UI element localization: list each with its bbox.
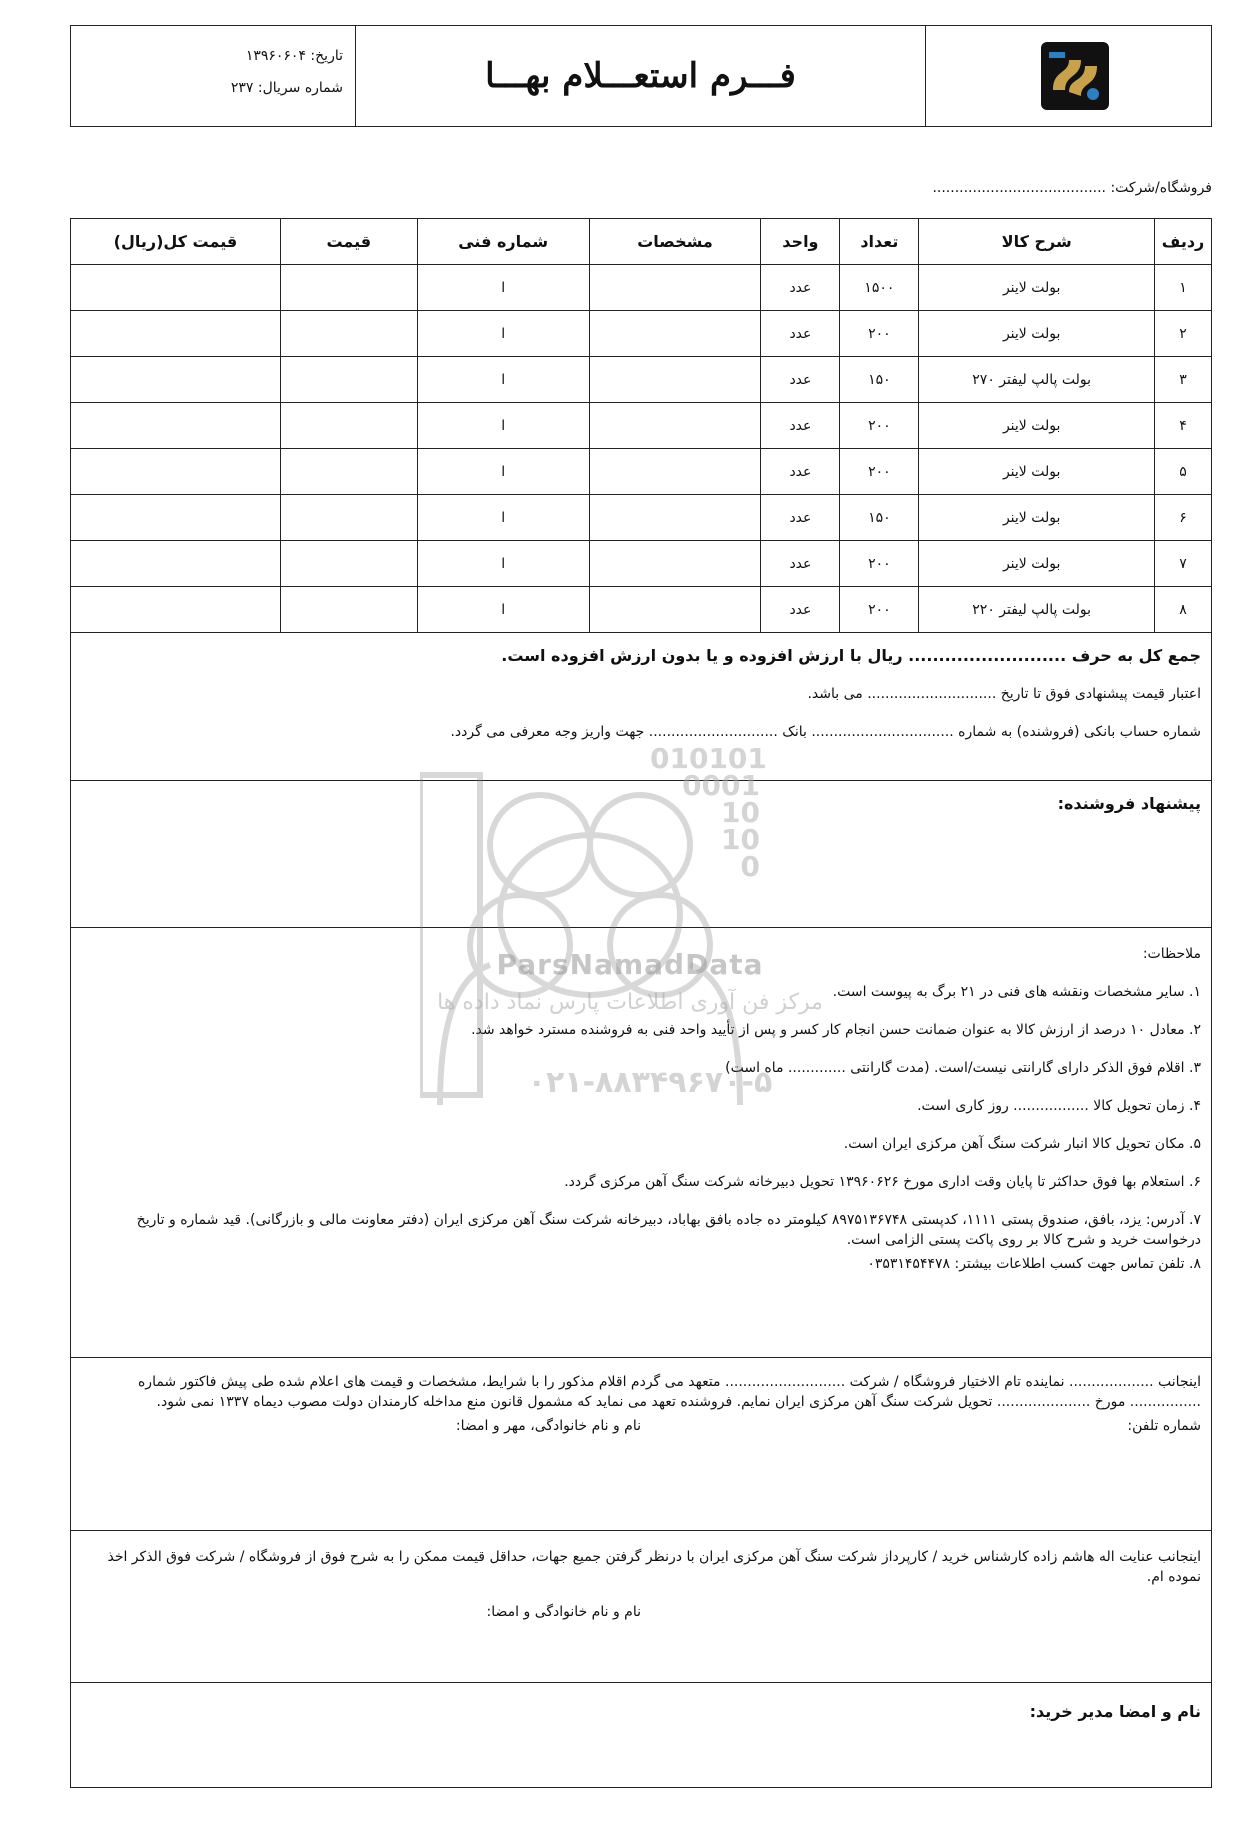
item-quantity: ۲۰۰ bbox=[840, 311, 919, 357]
item-price[interactable] bbox=[280, 403, 417, 449]
row-number: ۶ bbox=[1155, 495, 1212, 541]
item-description: بولت لاینر bbox=[919, 495, 1155, 541]
watermark-digit-line: 10 bbox=[721, 823, 760, 856]
form-header bbox=[70, 25, 1212, 127]
item-unit: عدد bbox=[761, 357, 840, 403]
header-meta bbox=[71, 26, 356, 126]
item-total[interactable] bbox=[71, 449, 281, 495]
note-item: ۴. زمان تحویل کالا ................. روز کاری است. bbox=[917, 1098, 1201, 1114]
row-number: ۴ bbox=[1155, 403, 1212, 449]
watermark-digit-line: 0001 bbox=[682, 769, 760, 802]
table-row bbox=[71, 541, 1212, 587]
date-label: تاریخ: ۱۳۹۶۰۶۰۴ bbox=[245, 48, 343, 64]
row-number: ۸ bbox=[1155, 587, 1212, 633]
watermark-digit-line: 0 bbox=[740, 850, 760, 883]
item-quantity: ۱۵۰ bbox=[840, 495, 919, 541]
item-specs[interactable] bbox=[589, 357, 761, 403]
table-header-row bbox=[71, 219, 1212, 265]
col-header-row-number: ردیف bbox=[1155, 219, 1212, 265]
items-table bbox=[70, 218, 1212, 633]
note-item: ۵. مکان تحویل کالا انبار شرکت سنگ آهن مرکزی ایران است. bbox=[843, 1136, 1201, 1152]
watermark-brand: ParsNamadData bbox=[496, 948, 764, 981]
col-header-description: شرح کالا bbox=[919, 219, 1155, 265]
col-header-total-price: قیمت کل(ریال) bbox=[71, 219, 281, 265]
item-quantity: ۲۰۰ bbox=[840, 587, 919, 633]
seller-offer-section bbox=[70, 781, 1212, 928]
row-number: ۷ bbox=[1155, 541, 1212, 587]
declaration-text: اینجانب ................... نماینده تام الاختیار فروشگاه / شرکت ........................... متعهد می گردم اقلام مذکور را با شرایط، مشخصات و قیمت های اعلام شده طی پیش فاکتور شماره ................ مورخ ..................... تحویل شرکت سنگ آهن مرکزی ایران نمایم. فروشنده تعهد می نماید که مشمول قانون منع مداخله کارمندان دولت مصوب دیماه ۱۳۳۷ نمی شود. bbox=[137, 1374, 1201, 1410]
manager-signature-label: نام و امضا مدیر خرید: bbox=[1029, 1702, 1201, 1721]
table-row bbox=[71, 495, 1212, 541]
watermark-phone: ۰۲۱-۸۸۳۴۹۶۷۰-۵ bbox=[527, 1065, 773, 1100]
col-header-price: قیمت bbox=[280, 219, 417, 265]
item-unit: عدد bbox=[761, 449, 840, 495]
item-description: بولت لاینر bbox=[919, 403, 1155, 449]
buyer-statement: اینجانب عنایت اله هاشم زاده کارشناس خرید / کارپرداز شرکت سنگ آهن مرکزی ایران با درنظر گرفتن جمیع جهات، حداقل قیمت ممکن را به شرح فوق از فروشگاه / شرکت فوق الذکر اخذ نموده ام. bbox=[107, 1549, 1201, 1585]
col-header-unit: واحد bbox=[761, 219, 840, 265]
item-total[interactable] bbox=[71, 311, 281, 357]
item-description: بولت لاینر bbox=[919, 541, 1155, 587]
note-item: ۱. سایر مشخصات ونقشه های فنی در ۲۱ برگ به پیوست است. bbox=[832, 984, 1201, 1000]
table-row bbox=[71, 587, 1212, 633]
item-price[interactable] bbox=[280, 311, 417, 357]
table-row bbox=[71, 311, 1212, 357]
item-unit: عدد bbox=[761, 495, 840, 541]
item-quantity: ۱۵۰ bbox=[840, 357, 919, 403]
watermark-digits bbox=[650, 742, 767, 883]
item-price[interactable] bbox=[280, 265, 417, 311]
row-number: ۳ bbox=[1155, 357, 1212, 403]
row-number: ۵ bbox=[1155, 449, 1212, 495]
notes-heading: ملاحظات: bbox=[1142, 946, 1201, 962]
item-tech-number: ا bbox=[417, 495, 589, 541]
item-tech-number: ا bbox=[417, 357, 589, 403]
company-logo bbox=[1039, 40, 1111, 112]
col-header-specs: مشخصات bbox=[589, 219, 761, 265]
item-price[interactable] bbox=[280, 357, 417, 403]
col-header-quantity: تعداد bbox=[840, 219, 919, 265]
note-item: ۲. معادل ۱۰ درصد از ارزش کالا به عنوان ضمانت حسن انجام کار کسر و پس از تأیید واحد فنی به فروشنده مسترد خواهد شد. bbox=[471, 1022, 1201, 1038]
watermark-subtitle: مرکز فن آوری اطلاعات پارس نماد داده ها bbox=[437, 990, 823, 1015]
manager-section bbox=[70, 1683, 1212, 1788]
serial-label: شماره سریال: ۲۳۷ bbox=[230, 80, 343, 96]
col-header-tech-number: شماره فنی bbox=[417, 219, 589, 265]
row-number: ۱ bbox=[1155, 265, 1212, 311]
note-item: ۶. استعلام بها فوق حداکثر تا پایان وقت اداری مورخ ۱۳۹۶۰۶۲۶ تحویل دبیرخانه شرکت سنگ آهن مرکزی گردد. bbox=[564, 1174, 1201, 1190]
item-specs[interactable] bbox=[589, 541, 761, 587]
item-total[interactable] bbox=[71, 403, 281, 449]
declaration-section bbox=[70, 1358, 1212, 1531]
item-tech-number: ا bbox=[417, 587, 589, 633]
item-description: بولت پالپ لیفتر ۲۲۰ bbox=[919, 587, 1155, 633]
item-total[interactable] bbox=[71, 357, 281, 403]
item-tech-number: ا bbox=[417, 449, 589, 495]
buyer-section bbox=[70, 1531, 1212, 1683]
item-specs[interactable] bbox=[589, 403, 761, 449]
item-quantity: ۲۰۰ bbox=[840, 541, 919, 587]
table-row bbox=[71, 357, 1212, 403]
item-specs[interactable] bbox=[589, 587, 761, 633]
item-unit: عدد bbox=[761, 265, 840, 311]
note-item: ۳. اقلام فوق الذکر دارای گارانتی نیست/است. (مدت گارانتی ............. ماه است) bbox=[725, 1060, 1201, 1076]
item-specs[interactable] bbox=[589, 449, 761, 495]
seller-signature-label: نام و نام خانوادگی، مهر و امضا: bbox=[455, 1418, 641, 1434]
item-tech-number: ا bbox=[417, 311, 589, 357]
phone-label: شماره تلفن: bbox=[1127, 1418, 1201, 1434]
declaration-sign-row bbox=[81, 1418, 1201, 1434]
item-unit: عدد bbox=[761, 587, 840, 633]
item-unit: عدد bbox=[761, 403, 840, 449]
item-specs[interactable] bbox=[589, 495, 761, 541]
item-description: بولت لاینر bbox=[919, 311, 1155, 357]
header-logo-cell bbox=[926, 26, 1211, 126]
note-item: ۷. آدرس: یزد، بافق، صندوق پستی ۱۱۱۱، کدپستی ۸۹۷۵۱۳۶۷۴۸ کیلومتر ده جاده بافق بهاباد، دبیرخانه شرکت سنگ آهن مرکزی ایران (دفتر معاونت مالی و بازرگانی). قید شماره و تاریخ درخواست خرید و شرح کالا بر روی پاکت پستی الزامی است. bbox=[136, 1212, 1201, 1248]
total-in-words: جمع کل به حرف .......................... ریال با ارزش افزوده و یا بدون ارزش افزوده است. bbox=[501, 646, 1201, 665]
buyer-signature-label: نام و نام خانوادگی و امضا: bbox=[486, 1604, 641, 1620]
item-quantity: ۱۵۰۰ bbox=[840, 265, 919, 311]
bank-account: شماره حساب بانکی (فروشنده) به شماره ................................ بانک ............................. جهت واریز وجه معرفی می گردد. bbox=[450, 724, 1201, 740]
store-company-line: فروشگاه/شرکت: ....................................... bbox=[932, 180, 1212, 196]
item-unit: عدد bbox=[761, 541, 840, 587]
watermark-digit-line: 10 bbox=[721, 796, 760, 829]
item-tech-number: ا bbox=[417, 403, 589, 449]
item-specs[interactable] bbox=[589, 265, 761, 311]
item-total[interactable] bbox=[71, 541, 281, 587]
table-row bbox=[71, 449, 1212, 495]
form-title: فـــرم استعـــلام بهـــا bbox=[485, 56, 796, 96]
watermark-digit-line: 010101 bbox=[650, 742, 767, 775]
item-price[interactable] bbox=[280, 587, 417, 633]
item-description: بولت لاینر bbox=[919, 449, 1155, 495]
item-total[interactable] bbox=[71, 495, 281, 541]
item-specs[interactable] bbox=[589, 311, 761, 357]
seller-offer-label: پیشنهاد فروشنده: bbox=[1057, 794, 1201, 813]
item-price[interactable] bbox=[280, 449, 417, 495]
header-title-cell bbox=[356, 26, 926, 126]
item-price[interactable] bbox=[280, 495, 417, 541]
item-unit: عدد bbox=[761, 311, 840, 357]
item-description: بولت پالپ لیفتر ۲۷۰ bbox=[919, 357, 1155, 403]
table-row bbox=[71, 403, 1212, 449]
item-tech-number: ا bbox=[417, 541, 589, 587]
item-price[interactable] bbox=[280, 541, 417, 587]
item-total[interactable] bbox=[71, 265, 281, 311]
item-quantity: ۲۰۰ bbox=[840, 449, 919, 495]
item-description: بولت لاینر bbox=[919, 265, 1155, 311]
item-total[interactable] bbox=[71, 587, 281, 633]
totals-section bbox=[70, 633, 1212, 781]
item-quantity: ۲۰۰ bbox=[840, 403, 919, 449]
price-validity: اعتبار قیمت پیشنهادی فوق تا تاریخ ............................. می باشد. bbox=[807, 686, 1201, 702]
note-item: ۸. تلفن تماس جهت کسب اطلاعات بیشتر: ۰۳۵۳۱۴۵۴۴۷۸ bbox=[867, 1256, 1201, 1272]
item-tech-number: ا bbox=[417, 265, 589, 311]
table-row bbox=[71, 265, 1212, 311]
row-number: ۲ bbox=[1155, 311, 1212, 357]
